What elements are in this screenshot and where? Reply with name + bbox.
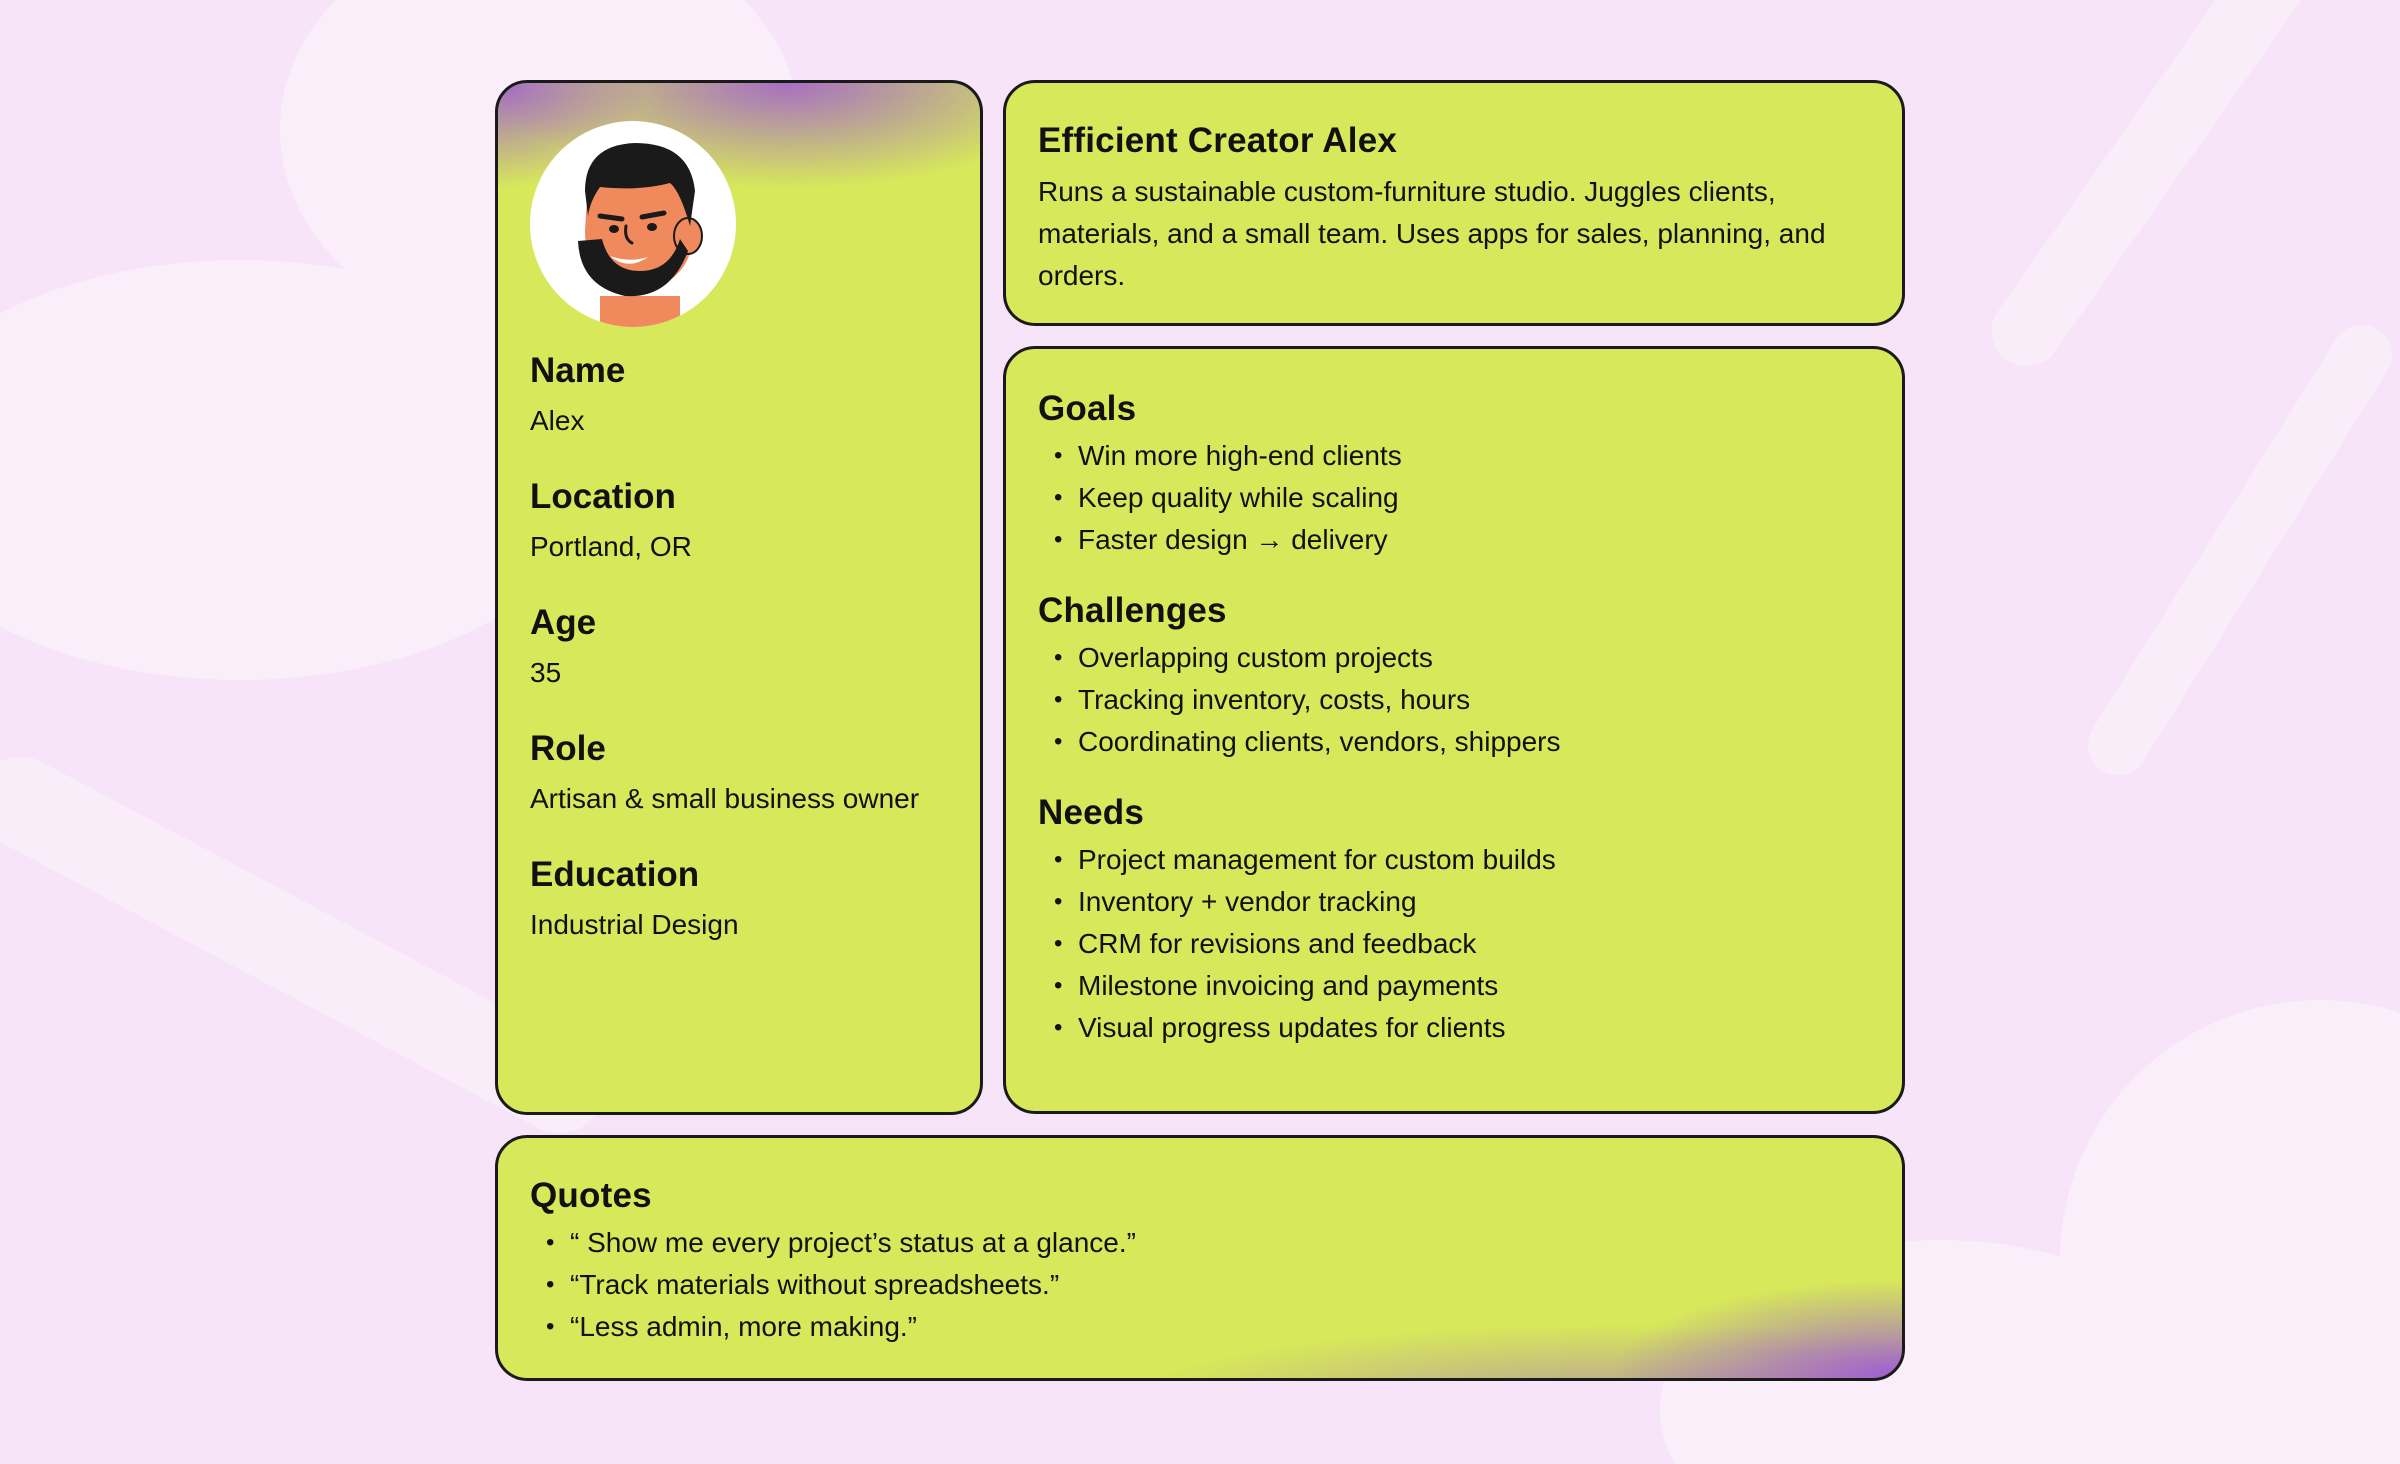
field-label: Education — [530, 855, 700, 894]
persona-details-card — [1003, 346, 1905, 1114]
bearded-man-avatar-icon — [530, 121, 736, 327]
field-label: Age — [530, 603, 597, 642]
profile-field-name — [530, 351, 960, 437]
persona-description: Runs a sustainable custom-furniture studio. Juggles clients, materials, and a small team. Uses apps for sales, planning, and orders. — [1038, 176, 1826, 291]
goals-list — [1038, 435, 1872, 561]
quote-item: • “ Show me every project’s status at a glance.” — [546, 1222, 1872, 1264]
list-item: • Tracking inventory, costs, hours — [1054, 679, 1872, 721]
profile-card — [495, 80, 983, 1115]
needs-section — [1038, 793, 1872, 1049]
background-streak — [1978, 0, 2322, 380]
quotes-list — [530, 1222, 1872, 1348]
profile-field-age — [530, 603, 960, 689]
field-value: Industrial Design — [530, 909, 739, 940]
list-item: • Milestone invoicing and payments — [1054, 965, 1872, 1007]
challenges-section — [1038, 591, 1872, 763]
quote-item: • “Less admin, more making.” — [546, 1306, 1872, 1348]
profile-field-role — [530, 729, 960, 815]
field-value: Alex — [530, 405, 585, 436]
section-heading: Needs — [1038, 793, 1145, 832]
list-item: • Inventory + vendor tracking — [1054, 881, 1872, 923]
challenges-list — [1038, 637, 1872, 763]
field-label: Location — [530, 477, 676, 516]
list-item: • Visual progress updates for clients — [1054, 1007, 1872, 1049]
field-label: Role — [530, 729, 606, 768]
avatar — [530, 121, 736, 327]
field-value: Portland, OR — [530, 531, 692, 562]
goals-section — [1038, 389, 1872, 561]
list-item: • Overlapping custom projects — [1054, 637, 1872, 679]
section-heading: Goals — [1038, 389, 1137, 428]
list-item: • Win more high-end clients — [1054, 435, 1872, 477]
list-item: • Coordinating clients, vendors, shippers — [1054, 721, 1872, 763]
needs-list — [1038, 839, 1872, 1049]
quotes-card — [495, 1135, 1905, 1381]
section-heading: Quotes — [530, 1176, 652, 1215]
section-heading: Challenges — [1038, 591, 1227, 630]
list-item: • Project management for custom builds — [1054, 839, 1872, 881]
field-label: Name — [530, 351, 626, 390]
list-item: • CRM for revisions and feedback — [1054, 923, 1872, 965]
background-streak — [2077, 314, 2400, 787]
persona-summary-card — [1003, 80, 1905, 326]
profile-field-education — [530, 855, 960, 941]
profile-field-location — [530, 477, 960, 563]
persona-title: Efficient Creator Alex — [1038, 121, 1398, 160]
quote-item: • “Track materials without spreadsheets.” — [546, 1264, 1872, 1306]
list-item: • Keep quality while scaling — [1054, 477, 1872, 519]
profile-fields — [530, 351, 960, 981]
field-value: Artisan & small business owner — [530, 783, 920, 814]
field-value: 35 — [530, 657, 562, 688]
list-item: • Faster design → delivery — [1054, 519, 1872, 561]
